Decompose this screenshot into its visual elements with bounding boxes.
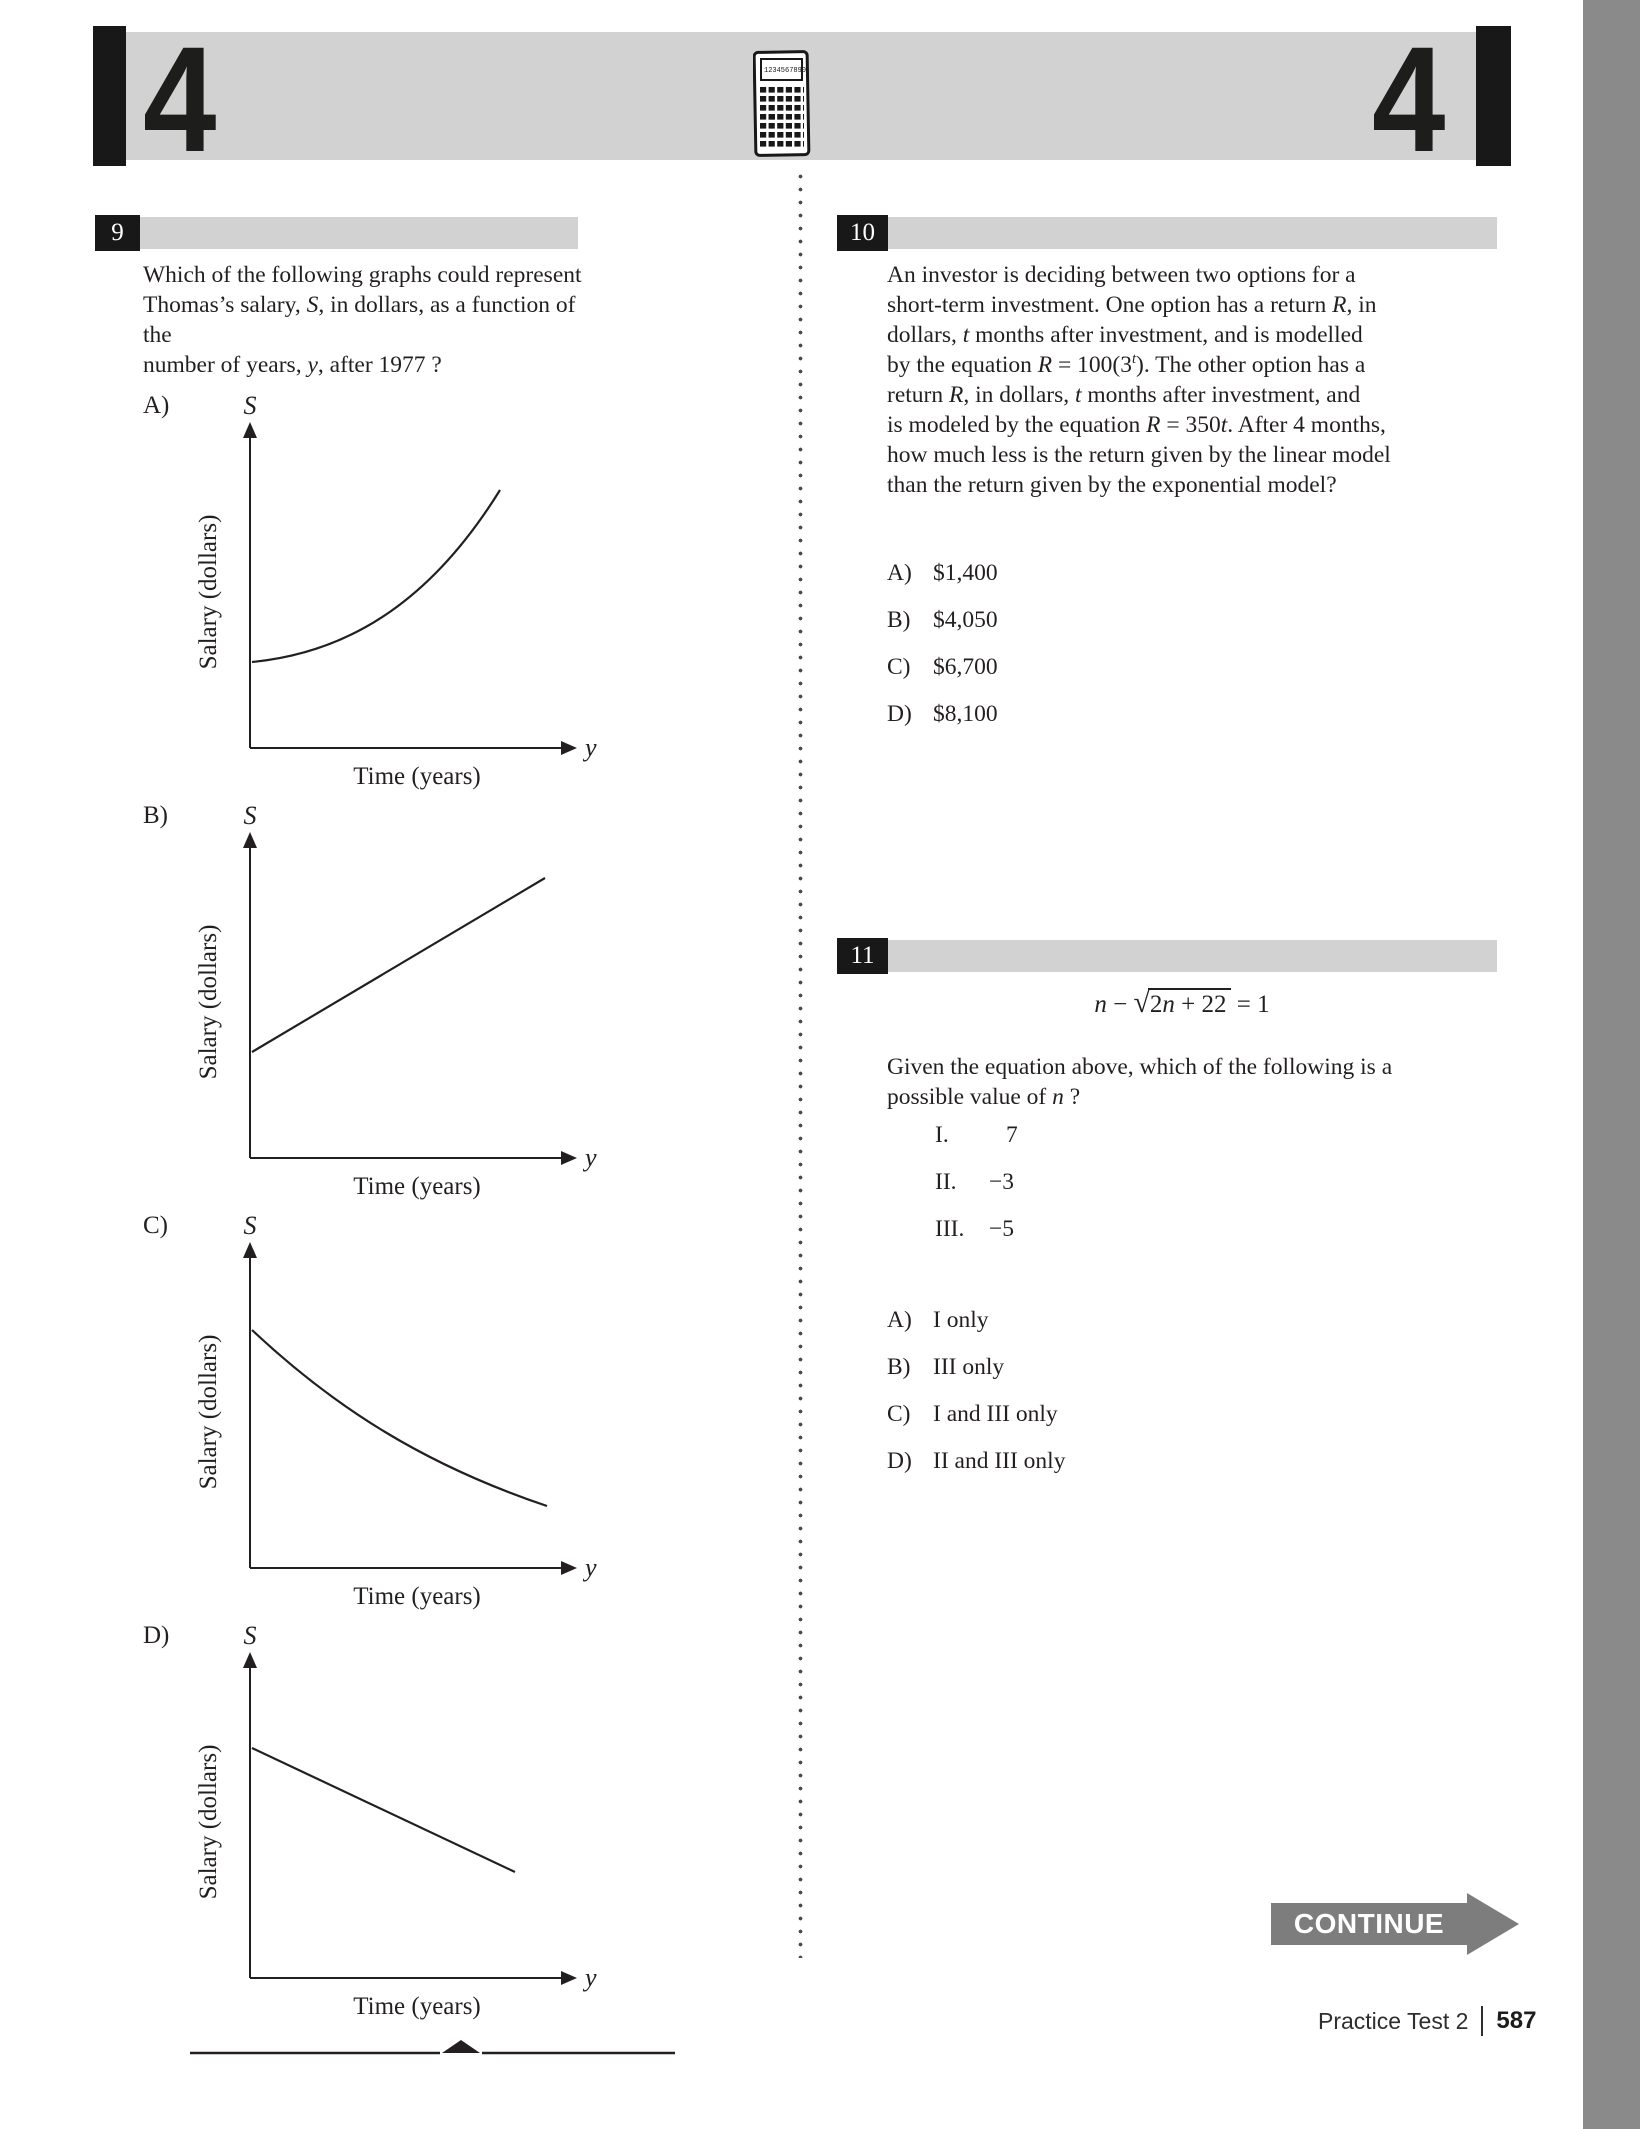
- roman-value: 7: [1006, 1122, 1018, 1148]
- choice-letter: C): [887, 1401, 911, 1427]
- section-number-right: 4: [1372, 15, 1446, 183]
- left-column: [95, 0, 640, 2129]
- page-number: 587: [1496, 2007, 1537, 2034]
- x-axis-arrow-icon: [561, 1971, 577, 1985]
- column-end-marker: [190, 2040, 675, 2060]
- right-column: [837, 0, 1507, 2129]
- continue-arrow: [1271, 1893, 1521, 1955]
- q11-choice-d: [887, 1446, 1065, 1476]
- salary-curve: [252, 1748, 515, 1872]
- roman-value: −5: [989, 1216, 1015, 1242]
- equation-lhs: n −: [1094, 991, 1134, 1018]
- choice-letter: D): [887, 701, 912, 727]
- square-root: [1133, 988, 1230, 1018]
- page-edge-strip: [1583, 0, 1640, 2129]
- page-footer: [1318, 2006, 1536, 2036]
- roman-value: −3: [989, 1169, 1015, 1195]
- equation-rhs: = 1: [1230, 991, 1270, 1018]
- x-axis-arrow-icon: [561, 1561, 577, 1575]
- calculator-icon: [753, 50, 811, 158]
- question-9-prompt: Which of the following graphs could represent Thomas’s salary, S, in dollars, as a function of the number of years, y, after 1977 ?: [143, 262, 582, 378]
- choice-text: $8,100: [933, 701, 998, 727]
- radicand: 2n + 22: [1148, 988, 1231, 1018]
- marker-triangle-icon: [442, 2040, 480, 2053]
- test-label: Practice Test 2: [1318, 2007, 1469, 2034]
- question-10-header-bar: [888, 217, 1497, 249]
- question-11-header: [837, 938, 1497, 974]
- time-axis-title: Time (years): [353, 1173, 481, 1200]
- choice-letter: C): [887, 654, 911, 680]
- x-axis-variable-label: y: [585, 733, 597, 762]
- option-label-a: A): [143, 392, 170, 419]
- roman-item-3: [935, 1214, 1014, 1244]
- question-10-number-badge: 10: [837, 215, 888, 251]
- question-9-number-badge: 9: [95, 215, 140, 251]
- choice-text: I and III only: [933, 1401, 1058, 1427]
- q11-choice-a: [887, 1305, 988, 1335]
- choice-letter: B): [887, 607, 911, 633]
- roman-numeral: II.: [935, 1169, 957, 1195]
- salary-axis-title: Salary (dollars): [195, 1334, 222, 1490]
- column-divider: [798, 170, 803, 1958]
- y-axis-variable-label: S: [243, 1211, 257, 1240]
- y-axis-arrow-icon: [243, 832, 257, 848]
- time-axis-title: Time (years): [353, 1993, 481, 2020]
- time-axis-title: Time (years): [353, 1583, 481, 1610]
- option-label-d: D): [143, 1622, 170, 1649]
- y-axis-arrow-icon: [243, 422, 257, 438]
- choice-text: III only: [933, 1354, 1005, 1380]
- roman-item-2: [935, 1167, 1014, 1197]
- salary-curve: [252, 878, 545, 1052]
- question-11-number-badge: 11: [837, 938, 888, 974]
- question-11-header-bar: [888, 940, 1497, 972]
- option-label-c: C): [143, 1212, 168, 1239]
- choice-letter: A): [887, 560, 912, 586]
- x-axis-arrow-icon: [561, 1151, 577, 1165]
- choice-letter: B): [887, 1354, 911, 1380]
- x-axis-variable-label: y: [585, 1553, 597, 1582]
- y-axis-variable-label: S: [243, 391, 257, 420]
- time-axis-title: Time (years): [353, 763, 481, 790]
- salary-axis-title: Salary (dollars): [195, 924, 222, 1080]
- question-9-header-bar: [140, 217, 578, 249]
- graph-option-a: [95, 390, 640, 800]
- roman-item-1: [935, 1120, 1018, 1150]
- roman-numeral: I.: [935, 1122, 949, 1148]
- choice-letter: D): [887, 1448, 912, 1474]
- choice-text: $4,050: [933, 607, 998, 633]
- q11-choice-b: [887, 1352, 1004, 1382]
- footer-separator: [1481, 2006, 1483, 2036]
- graph-option-c: [95, 1210, 640, 1620]
- y-axis-arrow-icon: [243, 1242, 257, 1258]
- calculator-keys: [760, 87, 804, 150]
- graph-option-b: [95, 800, 640, 1210]
- question-11-prompt: Given the equation above, which of the following is a possible value of n ?: [887, 1054, 1393, 1110]
- q10-choice-d: [887, 699, 998, 729]
- salary-axis-title: Salary (dollars): [195, 1744, 222, 1900]
- choice-text: $6,700: [933, 654, 998, 680]
- calculator-screen-digits: 1234567890: [764, 67, 807, 75]
- q10-choice-c: [887, 652, 998, 682]
- option-label-b: B): [143, 802, 168, 829]
- q10-choice-a: [887, 558, 998, 588]
- question-10-prompt: An investor is deciding between two options for a short-term investment. One option has a return R, in dollars, t months after investment, and is modelled by the equation $R = 100(3^t)$. The other option has a return R, in dollars, t months after investment, and is modeled by the equation R = 350t. After 4 months, how much less is the return given by the linear model than the return given by the exponential model?: [887, 262, 1391, 498]
- section-number-left: 4: [143, 15, 217, 183]
- choice-text: $1,400: [933, 560, 998, 586]
- choice-text: I only: [933, 1307, 989, 1333]
- q10-choice-b: [887, 605, 998, 635]
- y-axis-variable-label: S: [243, 1621, 257, 1650]
- question-9-header: [95, 215, 578, 251]
- x-axis-variable-label: y: [585, 1143, 597, 1172]
- salary-curve: [252, 1330, 547, 1506]
- question-10-header: [837, 215, 1497, 251]
- graph-option-d: [95, 1620, 640, 2030]
- salary-axis-title: Salary (dollars): [195, 514, 222, 670]
- y-axis-variable-label: S: [243, 801, 257, 830]
- continue-label: CONTINUE: [1293, 1908, 1445, 1939]
- q11-choice-c: [887, 1399, 1058, 1429]
- question-11-equation: [877, 988, 1487, 1022]
- roman-numeral: III.: [935, 1216, 965, 1242]
- radical-sign: √: [1133, 986, 1150, 1019]
- x-axis-arrow-icon: [561, 741, 577, 755]
- choice-letter: A): [887, 1307, 912, 1333]
- y-axis-arrow-icon: [243, 1652, 257, 1668]
- salary-curve: [252, 490, 500, 662]
- x-axis-variable-label: y: [585, 1963, 597, 1992]
- choice-text: II and III only: [933, 1448, 1066, 1474]
